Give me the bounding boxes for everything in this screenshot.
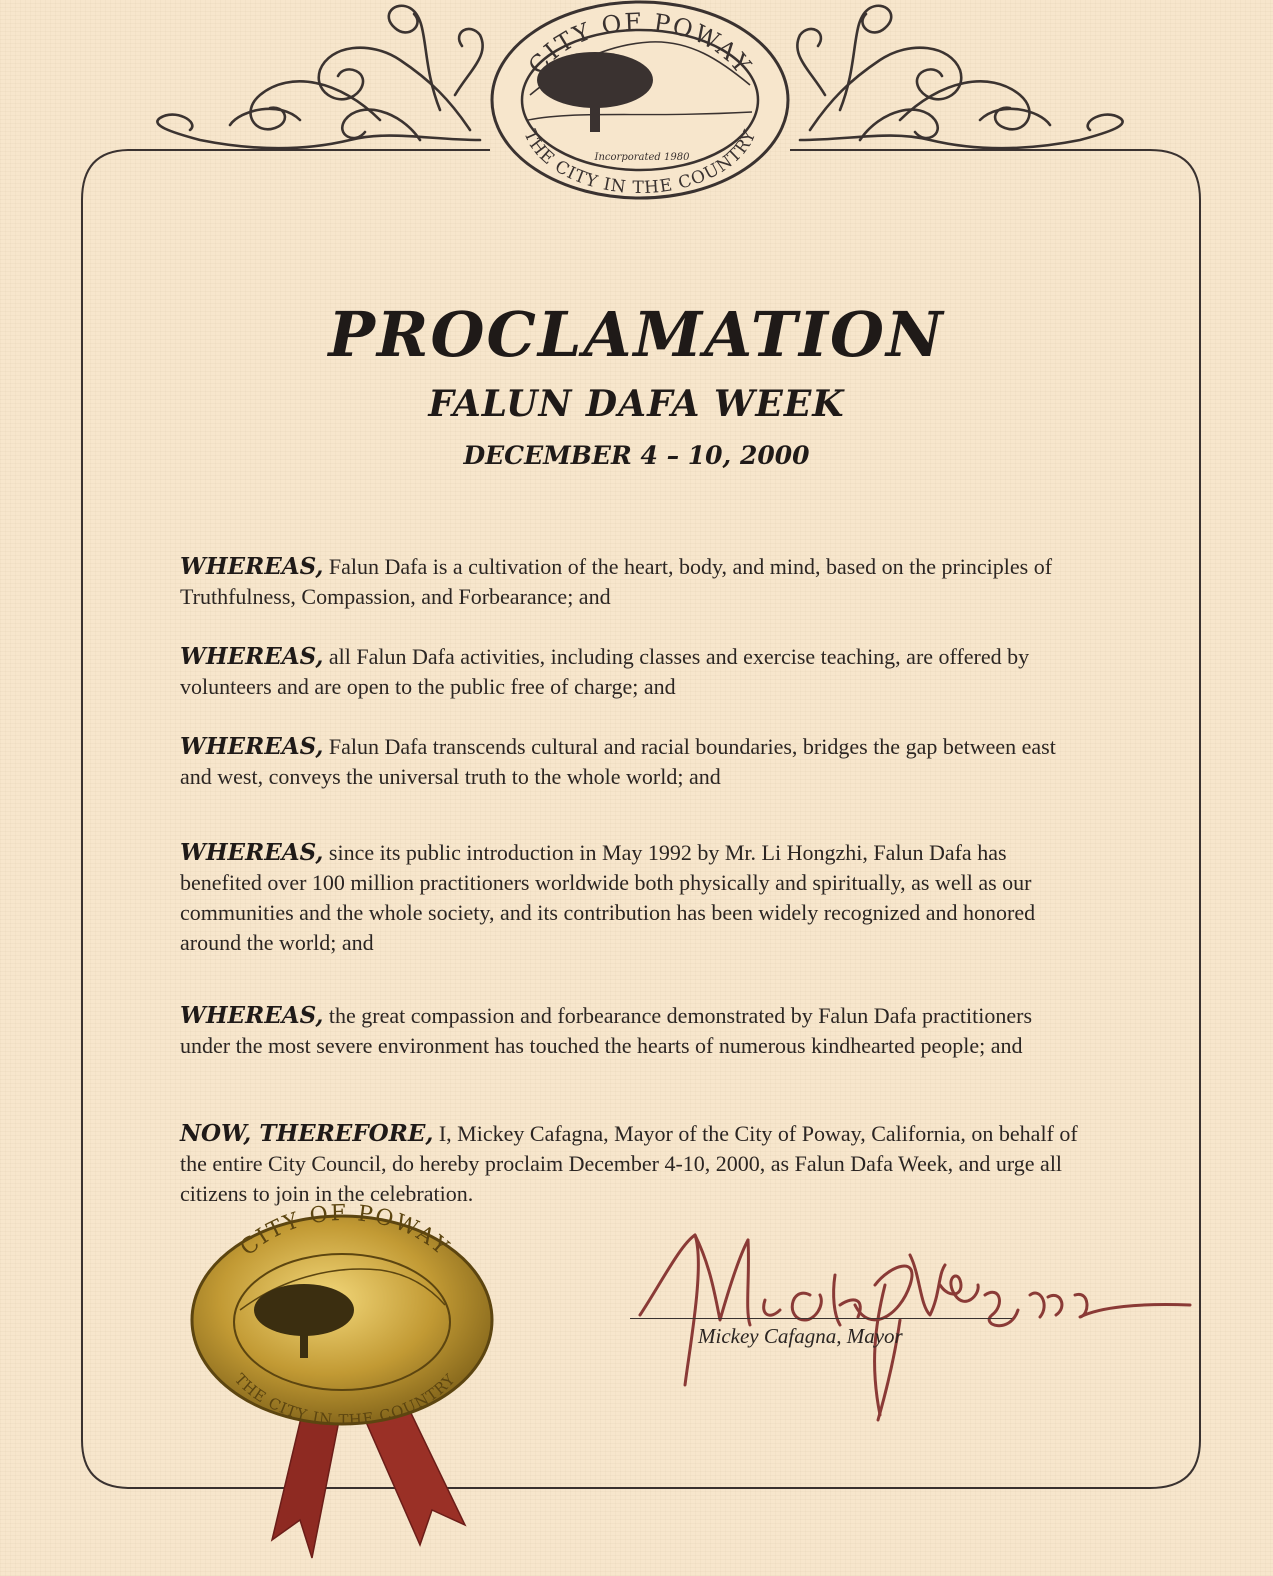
whereas-paragraph-3	[180, 732, 1080, 792]
header-seal-bottom-text: THE CITY IN THE COUNTRY	[519, 126, 761, 199]
paragraph-text: Falun Dafa transcends cultural and racial boundaries, bridges the gap between east and west, conveys the universal truth to the whole world; and	[180, 734, 1056, 789]
whereas-paragraph-4	[180, 838, 1080, 958]
header-seal-incorporated: Incorporated 1980	[594, 152, 690, 163]
proclamation-title: PROCLAMATION	[328, 298, 945, 371]
header-seal-top-text: CITY OF POWAY	[522, 7, 758, 80]
proclamation-dates: DECEMBER 4 – 10, 2000	[463, 441, 810, 470]
paragraph-keyword: WHEREAS,	[180, 733, 324, 760]
paragraph-text: I, Mickey Cafagna, Mayor of the City of Poway, California, on behalf of the entire City Council, do hereby proclaim December 4-10, 2000, as Falun Dafa Week, and urge all citizens to join in the celebration.	[180, 1121, 1078, 1206]
right-flourish	[797, 6, 1122, 149]
paragraph-text: all Falun Dafa activities, including classes and exercise teaching, are offered by volunteers and are open to the public free of charge; and	[180, 644, 1030, 699]
whereas-paragraph-1	[180, 552, 1080, 612]
gold-seal-bottom-text: THE CITY IN THE COUNTRY	[231, 1370, 459, 1430]
proclamation-subtitle: FALUN DAFA WEEK	[428, 383, 845, 425]
gold-seal-top-text: CITY OF POWAY	[235, 1200, 455, 1262]
paragraph-text: Falun Dafa is a cultivation of the heart, body, and mind, based on the principles of Truthfulness, Compassion, and Forbearance; and	[180, 554, 1053, 609]
paragraph-keyword: NOW, THEREFORE,	[180, 1120, 434, 1147]
paragraph-keyword: WHEREAS,	[180, 553, 324, 580]
gold-seal	[192, 1201, 492, 1558]
signature-line	[630, 1318, 1012, 1319]
whereas-paragraph-2	[180, 642, 1080, 702]
whereas-paragraph-5	[180, 1001, 1080, 1061]
signature-printed-name: Mickey Cafagna, Mayor	[698, 1324, 903, 1348]
paragraph-keyword: WHEREAS,	[180, 643, 324, 670]
paragraph-text: since its public introduction in May 1992 by Mr. Li Hongzhi, Falun Dafa has benefited over 100 million practitioners worldwide both physically and spiritually, as well as our communities and the whole society, and its contribution has been widely recognized and honored around the world; and	[180, 840, 1036, 955]
now-therefore-paragraph	[180, 1119, 1080, 1209]
paragraph-keyword: WHEREAS,	[180, 1002, 324, 1029]
city-seal-header	[492, 2, 788, 198]
paragraph-text: the great compassion and forbearance demonstrated by Falun Dafa practitioners under the most severe environment has touched the hearts of numerous kindhearted people; and	[180, 1003, 1033, 1058]
left-flourish	[157, 6, 482, 149]
paragraph-keyword: WHEREAS,	[180, 839, 324, 866]
